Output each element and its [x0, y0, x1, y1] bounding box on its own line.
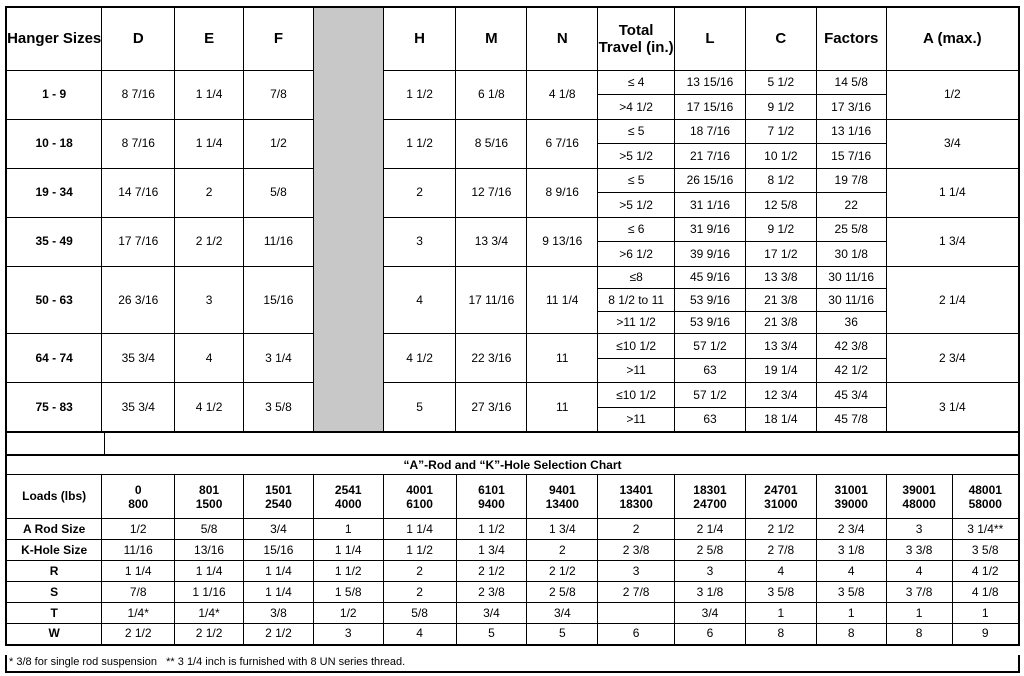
hanger-dimensions-table	[5, 6, 1020, 433]
value-cell: 3	[313, 624, 383, 645]
dim-m-cell: 17 11/16	[456, 266, 527, 333]
header-l: L	[675, 7, 746, 70]
dim-l-cell: 57 1/2	[675, 383, 746, 408]
dim-c-cell: 10 1/2	[745, 144, 816, 169]
header-m: M	[456, 7, 527, 70]
factors-cell: 15 7/16	[816, 144, 886, 169]
dim-c-cell: 21 3/8	[745, 289, 816, 311]
travel-cell: ≤8	[598, 266, 675, 288]
dim-f-cell: 15/16	[244, 266, 314, 333]
load-range-cell	[952, 475, 1019, 519]
dim-a-max-cell: 1/2	[886, 70, 1019, 119]
table-row	[6, 603, 1019, 624]
value-cell: 2	[383, 582, 456, 603]
factors-cell: 45 3/4	[816, 383, 886, 408]
dim-n-cell: 11	[527, 383, 598, 432]
value-cell: 7/8	[102, 582, 175, 603]
hanger-size-cell: 50 - 63	[6, 266, 102, 333]
value-cell: 3 1/8	[816, 540, 886, 561]
load-range-cell	[816, 475, 886, 519]
load-min: 2541	[334, 482, 362, 497]
value-cell: 3 5/8	[745, 582, 816, 603]
load-min: 9401	[548, 482, 576, 497]
value-cell: 1/4*	[102, 603, 175, 624]
value-cell: 1 1/4	[102, 561, 175, 582]
load-max: 48000	[902, 496, 936, 511]
dim-l-cell: 53 9/16	[675, 311, 746, 333]
dim-l-cell: 57 1/2	[675, 334, 746, 359]
load-range-cell	[102, 475, 175, 519]
row-label: R	[6, 561, 102, 582]
table-row	[6, 383, 1019, 408]
value-cell: 1/4*	[175, 603, 244, 624]
travel-cell: ≤10 1/2	[598, 334, 675, 359]
travel-cell: 8 1/2 to 11	[598, 289, 675, 311]
dim-a-max-cell: 2 1/4	[886, 266, 1019, 333]
dim-c-cell: 13 3/8	[745, 266, 816, 288]
header-c: C	[745, 7, 816, 70]
value-cell: 1 1/2	[313, 561, 383, 582]
travel-cell: >11 1/2	[598, 311, 675, 333]
load-range-cell	[383, 475, 456, 519]
load-min: 4001	[406, 482, 433, 497]
dim-c-cell: 12 3/4	[745, 383, 816, 408]
value-cell: 2	[527, 540, 598, 561]
load-min: 6101	[478, 482, 505, 497]
header-h: H	[383, 7, 456, 70]
value-cell: 1 3/4	[456, 540, 527, 561]
dim-l-cell: 18 7/16	[675, 119, 746, 144]
value-cell: 1 1/4	[243, 582, 313, 603]
value-cell: 4	[886, 561, 952, 582]
dim-e-cell: 1 1/4	[175, 70, 244, 119]
dim-e-cell: 4	[175, 334, 244, 383]
value-cell	[598, 603, 675, 624]
travel-cell: >6 1/2	[598, 242, 675, 267]
load-max: 58000	[968, 496, 1002, 511]
factors-cell: 13 1/16	[816, 119, 886, 144]
dim-c-cell: 17 1/2	[745, 242, 816, 267]
selection-chart-title: “A”-Rod and “K”-Hole Selection Chart	[6, 455, 1019, 475]
load-min: 48001	[968, 482, 1002, 497]
dim-l-cell: 63	[675, 407, 746, 432]
value-cell: 3/4	[675, 603, 746, 624]
factors-cell: 45 7/8	[816, 407, 886, 432]
table-row	[6, 624, 1019, 645]
dim-n-cell: 9 13/16	[527, 217, 598, 266]
dim-d-cell: 17 7/16	[102, 217, 175, 266]
value-cell: 3 1/4**	[952, 519, 1019, 540]
value-cell: 1/2	[102, 519, 175, 540]
value-cell: 5/8	[175, 519, 244, 540]
dim-l-cell: 17 15/16	[675, 95, 746, 120]
dim-m-cell: 22 3/16	[456, 334, 527, 383]
dim-n-cell: 4 1/8	[527, 70, 598, 119]
value-cell: 3/4	[527, 603, 598, 624]
load-max: 9400	[478, 496, 505, 511]
dim-l-cell: 31 9/16	[675, 217, 746, 242]
dim-h-cell: 2	[383, 168, 456, 217]
dim-f-cell: 11/16	[244, 217, 314, 266]
table-row	[6, 519, 1019, 540]
value-cell: 2 3/8	[598, 540, 675, 561]
load-min: 0	[134, 482, 142, 497]
header-d: D	[102, 7, 175, 70]
value-cell: 2 1/4	[675, 519, 746, 540]
gray-blank-column	[313, 7, 383, 432]
dim-a-max-cell: 2 3/4	[886, 334, 1019, 383]
value-cell: 1 5/8	[313, 582, 383, 603]
dim-f-cell: 3 1/4	[244, 334, 314, 383]
hanger-size-cell: 35 - 49	[6, 217, 102, 266]
table-row	[6, 168, 1019, 193]
dim-e-cell: 3	[175, 266, 244, 333]
header-e: E	[175, 7, 244, 70]
value-cell: 2 3/8	[456, 582, 527, 603]
load-max: 39000	[834, 496, 868, 511]
dim-d-cell: 35 3/4	[102, 383, 175, 432]
travel-cell: >11	[598, 407, 675, 432]
value-cell: 5	[456, 624, 527, 645]
load-min: 31001	[834, 482, 868, 497]
travel-cell: ≤ 5	[598, 119, 675, 144]
value-cell: 8	[745, 624, 816, 645]
dim-h-cell: 1 1/2	[383, 119, 456, 168]
dim-c-cell: 13 3/4	[745, 334, 816, 359]
value-cell: 2	[383, 561, 456, 582]
dim-m-cell: 13 3/4	[456, 217, 527, 266]
hanger-size-cell: 10 - 18	[6, 119, 102, 168]
value-cell: 3/4	[456, 603, 527, 624]
row-label: T	[6, 603, 102, 624]
dim-n-cell: 11	[527, 334, 598, 383]
value-cell: 1 3/4	[527, 519, 598, 540]
load-min: 801	[199, 482, 220, 497]
dim-l-cell: 39 9/16	[675, 242, 746, 267]
travel-cell: >5 1/2	[598, 193, 675, 218]
value-cell: 1 1/4	[175, 561, 244, 582]
dim-m-cell: 12 7/16	[456, 168, 527, 217]
dim-f-cell: 3 5/8	[244, 383, 314, 432]
value-cell: 1	[886, 603, 952, 624]
header-hanger-sizes: Hanger Sizes	[6, 7, 102, 70]
value-cell: 2 1/2	[745, 519, 816, 540]
load-max: 800	[128, 496, 149, 511]
factors-cell: 30 11/16	[816, 289, 886, 311]
dim-c-cell: 19 1/4	[745, 358, 816, 383]
value-cell: 3	[598, 561, 675, 582]
table-row	[6, 217, 1019, 242]
travel-cell: ≤ 6	[598, 217, 675, 242]
dim-l-cell: 63	[675, 358, 746, 383]
value-cell: 2 1/2	[456, 561, 527, 582]
value-cell: 15/16	[243, 540, 313, 561]
value-cell: 2 1/2	[527, 561, 598, 582]
dim-c-cell: 5 1/2	[745, 70, 816, 95]
load-range-cell	[243, 475, 313, 519]
load-max: 13400	[545, 496, 579, 511]
loads-row	[6, 475, 1019, 519]
travel-cell: ≤10 1/2	[598, 383, 675, 408]
dim-a-max-cell: 3 1/4	[886, 383, 1019, 432]
dim-c-cell: 12 5/8	[745, 193, 816, 218]
factors-cell: 14 5/8	[816, 70, 886, 95]
table-row	[6, 334, 1019, 359]
value-cell: 2 3/4	[816, 519, 886, 540]
load-range-cell	[886, 475, 952, 519]
load-max: 1500	[195, 496, 223, 511]
header-f: F	[244, 7, 314, 70]
factors-cell: 42 1/2	[816, 358, 886, 383]
dim-d-cell: 35 3/4	[102, 334, 175, 383]
footnote: * 3/8 for single rod suspension ** 3 1/4 inch is furnished with 8 UN series thread.	[5, 655, 1020, 673]
value-cell: 3	[675, 561, 746, 582]
load-max: 2540	[265, 496, 292, 511]
dim-h-cell: 3	[383, 217, 456, 266]
dim-m-cell: 6 1/8	[456, 70, 527, 119]
value-cell: 4 1/8	[952, 582, 1019, 603]
rod-hole-selection-table	[5, 454, 1020, 646]
value-cell: 1 1/2	[456, 519, 527, 540]
load-range-cell	[745, 475, 816, 519]
factors-cell: 42 3/8	[816, 334, 886, 359]
dim-m-cell: 8 5/16	[456, 119, 527, 168]
value-cell: 3	[886, 519, 952, 540]
header-total-travel: Total Travel (in.)	[598, 7, 675, 70]
row-label: S	[6, 582, 102, 603]
travel-cell: ≤ 4	[598, 70, 675, 95]
value-cell: 3 5/8	[816, 582, 886, 603]
value-cell: 1	[745, 603, 816, 624]
travel-cell: ≤ 5	[598, 168, 675, 193]
factors-cell: 30 1/8	[816, 242, 886, 267]
table-row	[6, 266, 1019, 288]
dim-c-cell: 8 1/2	[745, 168, 816, 193]
table-row	[6, 119, 1019, 144]
travel-cell: >11	[598, 358, 675, 383]
value-cell: 6	[598, 624, 675, 645]
value-cell: 1	[816, 603, 886, 624]
value-cell: 6	[675, 624, 746, 645]
dim-a-max-cell: 1 3/4	[886, 217, 1019, 266]
load-max: 24700	[693, 496, 727, 511]
value-cell: 5	[527, 624, 598, 645]
value-cell: 9	[952, 624, 1019, 645]
hanger-size-cell: 64 - 74	[6, 334, 102, 383]
row-label: A Rod Size	[6, 519, 102, 540]
load-min: 1501	[265, 482, 292, 497]
dim-l-cell: 26 15/16	[675, 168, 746, 193]
dim-h-cell: 5	[383, 383, 456, 432]
value-cell: 1 1/4	[243, 561, 313, 582]
dim-h-cell: 4	[383, 266, 456, 333]
hanger-size-cell: 75 - 83	[6, 383, 102, 432]
value-cell: 1	[313, 519, 383, 540]
factors-cell: 25 5/8	[816, 217, 886, 242]
row-label: K-Hole Size	[6, 540, 102, 561]
value-cell: 3 7/8	[886, 582, 952, 603]
value-cell: 13/16	[175, 540, 244, 561]
load-max: 31000	[764, 496, 798, 511]
factors-cell: 30 11/16	[816, 266, 886, 288]
dim-a-max-cell: 3/4	[886, 119, 1019, 168]
value-cell: 4	[383, 624, 456, 645]
value-cell: 4	[745, 561, 816, 582]
dim-e-cell: 2 1/2	[175, 217, 244, 266]
load-range-cell	[527, 475, 598, 519]
load-min: 24701	[764, 482, 798, 497]
value-cell: 2 5/8	[675, 540, 746, 561]
dim-n-cell: 6 7/16	[527, 119, 598, 168]
dim-h-cell: 1 1/2	[383, 70, 456, 119]
dim-c-cell: 7 1/2	[745, 119, 816, 144]
dim-l-cell: 21 7/16	[675, 144, 746, 169]
header-a-max: A (max.)	[886, 7, 1019, 70]
header-factors: Factors	[816, 7, 886, 70]
load-range-cell	[313, 475, 383, 519]
value-cell: 3 5/8	[952, 540, 1019, 561]
value-cell: 2 7/8	[745, 540, 816, 561]
value-cell: 2	[598, 519, 675, 540]
value-cell: 3/4	[243, 519, 313, 540]
travel-cell: >4 1/2	[598, 95, 675, 120]
travel-cell: >5 1/2	[598, 144, 675, 169]
factors-cell: 19 7/8	[816, 168, 886, 193]
table-row	[6, 70, 1019, 95]
value-cell: 1 1/2	[383, 540, 456, 561]
dim-f-cell: 7/8	[244, 70, 314, 119]
dim-c-cell: 9 1/2	[745, 95, 816, 120]
factors-cell: 36	[816, 311, 886, 333]
value-cell: 1 1/16	[175, 582, 244, 603]
dim-a-max-cell: 1 1/4	[886, 168, 1019, 217]
load-range-cell	[598, 475, 675, 519]
value-cell: 2 7/8	[598, 582, 675, 603]
dim-e-cell: 4 1/2	[175, 383, 244, 432]
dim-e-cell: 1 1/4	[175, 119, 244, 168]
load-max: 18300	[619, 496, 653, 511]
load-max: 4000	[334, 496, 362, 511]
dim-f-cell: 1/2	[244, 119, 314, 168]
load-range-cell	[675, 475, 746, 519]
dim-c-cell: 9 1/2	[745, 217, 816, 242]
dim-m-cell: 27 3/16	[456, 383, 527, 432]
value-cell: 4 1/2	[952, 561, 1019, 582]
dim-f-cell: 5/8	[244, 168, 314, 217]
table-row	[6, 561, 1019, 582]
hanger-size-cell: 19 - 34	[6, 168, 102, 217]
dim-n-cell: 11 1/4	[527, 266, 598, 333]
row-label: W	[6, 624, 102, 645]
value-cell: 2 1/2	[243, 624, 313, 645]
load-min: 39001	[902, 482, 936, 497]
dim-l-cell: 31 1/16	[675, 193, 746, 218]
dim-l-cell: 13 15/16	[675, 70, 746, 95]
value-cell: 3 1/8	[675, 582, 746, 603]
value-cell: 11/16	[102, 540, 175, 561]
value-cell: 2 1/2	[175, 624, 244, 645]
value-cell: 1 1/4	[313, 540, 383, 561]
dim-l-cell: 53 9/16	[675, 289, 746, 311]
load-range-cell	[456, 475, 527, 519]
dim-n-cell: 8 9/16	[527, 168, 598, 217]
dim-d-cell: 8 7/16	[102, 70, 175, 119]
spacer-row	[5, 433, 1020, 454]
value-cell: 4	[816, 561, 886, 582]
dim-l-cell: 45 9/16	[675, 266, 746, 288]
value-cell: 2 5/8	[527, 582, 598, 603]
value-cell: 5/8	[383, 603, 456, 624]
header-n: N	[527, 7, 598, 70]
table-row	[6, 540, 1019, 561]
load-min: 13401	[619, 482, 653, 497]
dim-c-cell: 18 1/4	[745, 407, 816, 432]
factors-cell: 17 3/16	[816, 95, 886, 120]
dim-e-cell: 2	[175, 168, 244, 217]
value-cell: 3 3/8	[886, 540, 952, 561]
dim-c-cell: 21 3/8	[745, 311, 816, 333]
factors-cell: 22	[816, 193, 886, 218]
value-cell: 1 1/4	[383, 519, 456, 540]
load-min: 18301	[693, 482, 727, 497]
table-row	[6, 582, 1019, 603]
dim-d-cell: 14 7/16	[102, 168, 175, 217]
value-cell: 1/2	[313, 603, 383, 624]
load-max: 6100	[406, 496, 433, 511]
load-range-cell	[175, 475, 244, 519]
value-cell: 8	[816, 624, 886, 645]
dim-d-cell: 26 3/16	[102, 266, 175, 333]
value-cell: 2 1/2	[102, 624, 175, 645]
dim-h-cell: 4 1/2	[383, 334, 456, 383]
value-cell: 1	[952, 603, 1019, 624]
value-cell: 8	[886, 624, 952, 645]
hanger-size-cell: 1 - 9	[6, 70, 102, 119]
dim-d-cell: 8 7/16	[102, 119, 175, 168]
value-cell: 3/8	[243, 603, 313, 624]
loads-label: Loads (lbs)	[6, 475, 102, 519]
